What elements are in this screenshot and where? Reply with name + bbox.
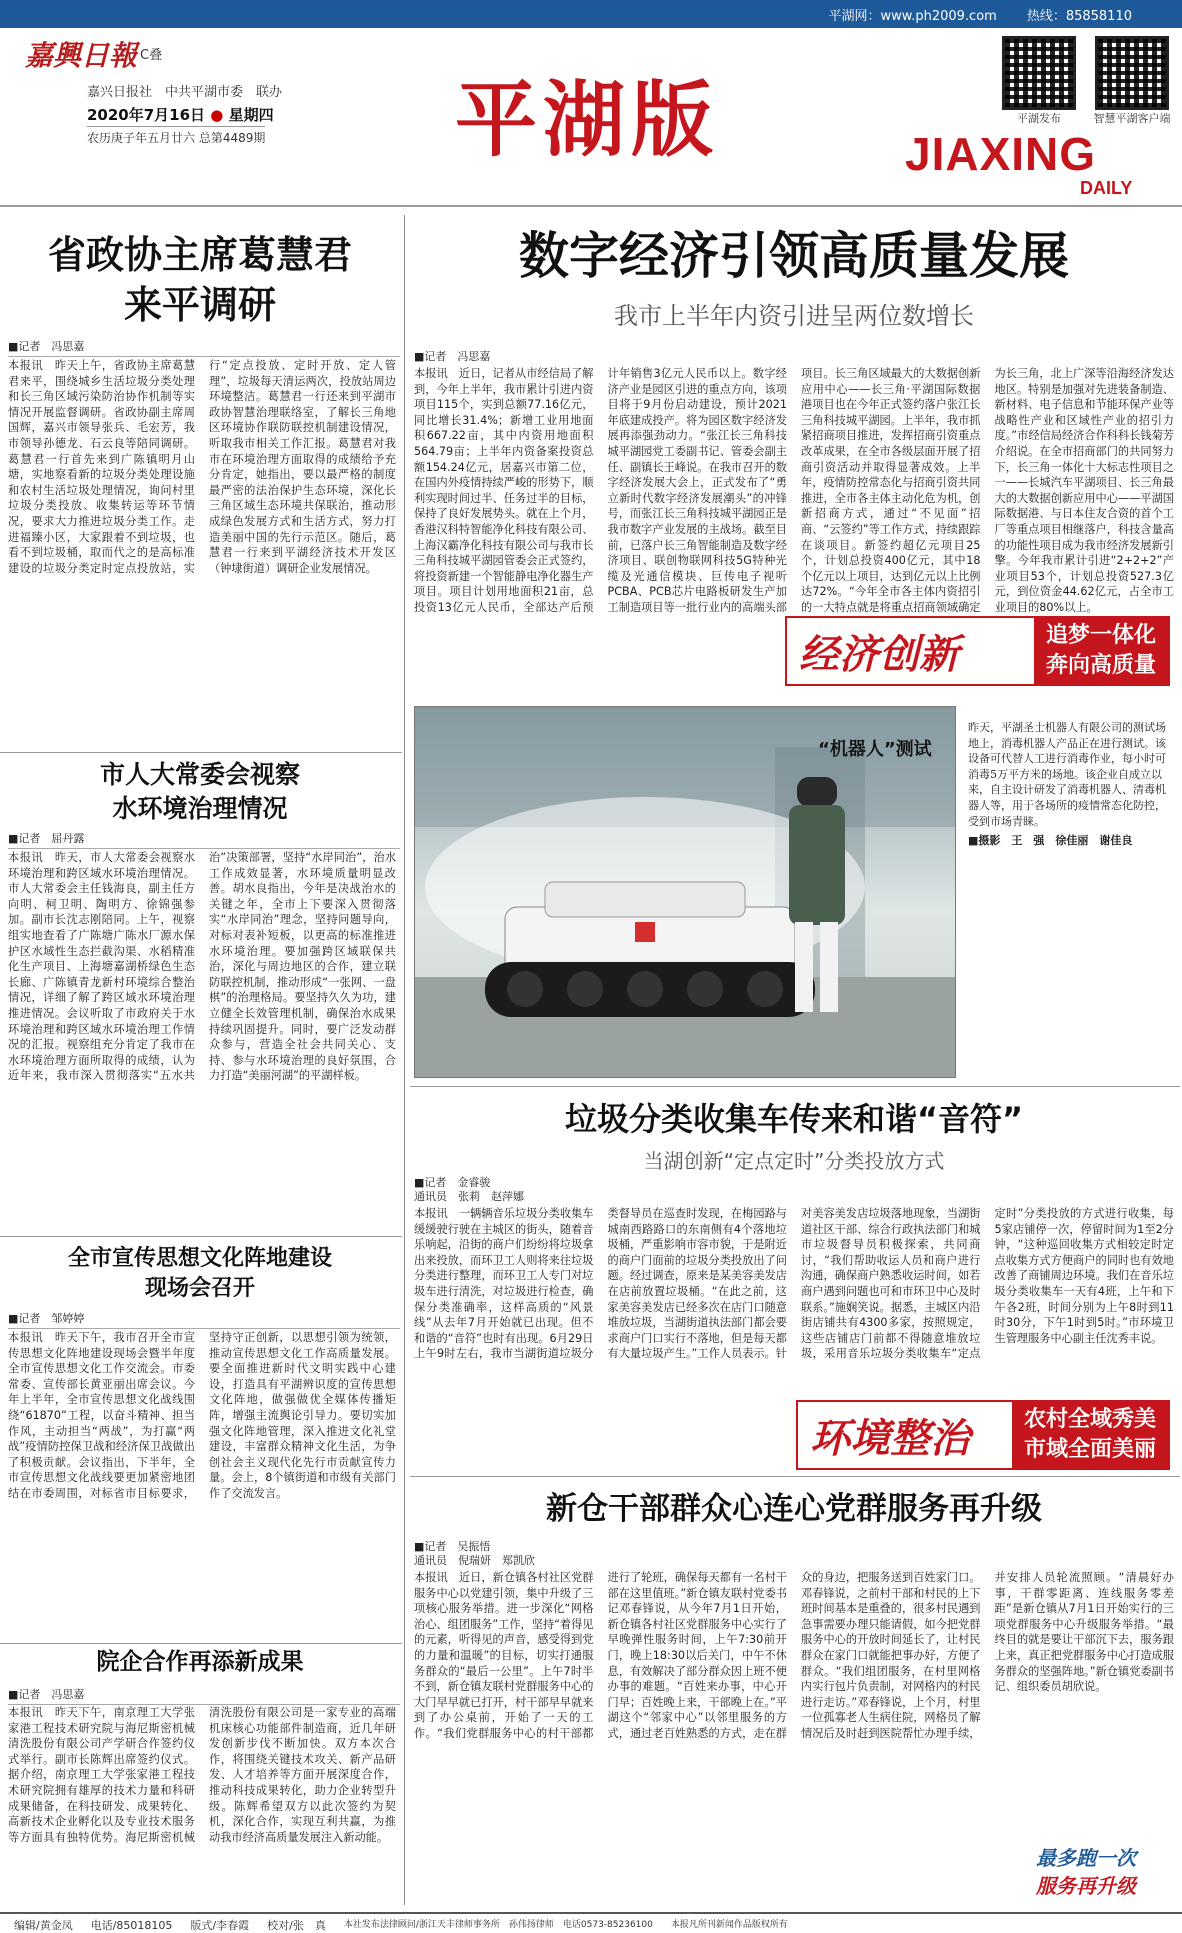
issue-date <box>87 104 274 125</box>
a4-byline: ■记者 邹婷婷 <box>8 1310 400 1329</box>
qr2-caption: 智慧平湖客户端 <box>1093 112 1171 125</box>
footer-layout: 版式/李春霞 <box>190 1919 250 1932</box>
a6-body: 本报讯 一辆辆音乐垃圾分类收集车缓缓驶行驶在主城区的街头，随着音乐响起，沿街的商户们纷纷将垃圾拿出来投放，而环卫工人则将来往垃圾分类进行整理，而环卫工人专门对垃圾车进行清洗，对垃圾进行检查，确保分类准确率，这样高质的“风景线”从去年7月开始就已出现。但不和谐的“音符”也时有出现。6月29日上午9时左右，我市当湖街道垃圾分类督导员在巡查时发现，在梅园路与城南西路路口的东南侧有4个落地垃圾桶，严重影响市容市貌，于是附近的商户门面前的垃圾分类投放出了问题。经过调查，原来是某美容美发店在店前放置垃圾桶。“在此之前，这家美容美发店已经多次在店门口随意堆放垃圾，当湖街道执法部门都会要求商户门口实行不落地，但是每天都有大量垃圾产生。”工作人员表示。针对美容美发店垃圾落地现象，当湖街道社区干部、综合行政执法部门和城市垃圾督导员积极探索，共同商讨，“我们帮助收运人员和商户进行沟通，确保商户熟悉收运时间，如若商户遇到问题也可和市环卫中心及时联系。”施娴笑说。据悉，主城区内沿街店铺共有4300多家，按照规定，这些店铺店门前都不得随意堆放垃圾，采用音乐垃圾分类收集车“定点定时”分类投放的方式进行收集，每5家店铺停一次，停留时间为1至2分钟，“这种巡回收集方式相较定时定点收集方式方便商户的同时也有效地改善了商铺周边环境。我们在音乐垃圾分类收集车一天有4班，上午和下午各2班，时间分别为上午8时到11时30分，下午1时到5时。”市环境卫生管理服务中心副主任沈秀丰说。 <box>414 1207 1174 1361</box>
section-rule <box>410 1476 1180 1477</box>
a6-headline: 垃圾分类收集车传来和谐“音符” <box>564 1100 1024 1138</box>
banner3-line1: 最多跑一次 <box>1036 1846 1136 1870</box>
footer-copyright: 本报凡所刊新闻作品版权所有 <box>670 1920 788 1930</box>
a4-title-line1: 全市宣传思想文化阵地建设 <box>67 1246 332 1271</box>
a2-byline: ■记者 冯思嘉 <box>414 350 491 363</box>
banner2-line2: 市域全面美丽 <box>1023 1437 1156 1462</box>
a7-body: 本报讯 近日，新仓镇各村社区党群服务中心以党建引领，集中升级了三项核心服务举措。进一步深化“网格治心、组团服务”工作，坚持“着得见的元素，听得见的声音，感受得到党的力量和温暖”的目标，切实打通服务群众的“最后一公里”。上午7时半不到，新仓镇友联村党群服务中心的大门早早就已打开，村干部早早就来到了办公桌前，开始了一天的工作。“我们党群服务中心的村干部都进行了轮班，确保每天都有一名村干部在这里值班。”新仓镇友联村党委书记邓春锋说，从今年7月1日开始，新仓镇各村社区党群服务中心实行了早晚弹性服务时间，上午7:30前开门，晚上18:30以后关门，中午不休息，有效解决了部分群众因上班不便办事的难题。“百姓来办事，中心开门早；百姓晚上来，干部晚上在。”平湖这个“邻家中心”以邻里服务的方式，通过老百姓熟悉的方式，走在群众的身边，把服务送到百姓家门口。邓春锋说，之前村干部和村民的上下班时间基本是重叠的，很多村民遇到急事需要办理只能请假，如今把党群服务中心的开放时间延长了，让村民群众在家门口就能把事办好，方便了群众。“我们组团服务，在村里网格内实行包片负责制，对网格内的村民进行走访。”邓春锋说，上个月，村里一位孤寡老人生病住院，网格员了解情况后及时赶到医院帮忙办理手续，并安排人员轮流照顾。“清晨好办事，干群零距离、连线服务零差距”是新仓镇从7月1日开始实行的三项党群服务中心升级服务举措。“最终目的就是要让干部沉下去，服务跟上来，真正把党群服务中心打造成服务群众的坚强阵地。”新仓镇党委副书记、组织委员胡欣说。 <box>414 1571 1174 1740</box>
footer-editor: 编辑/黄金凤 <box>14 1919 73 1932</box>
date-text: 2020年7月16日 <box>87 106 206 124</box>
banner-environment <box>796 1400 1170 1470</box>
robot-photo-illustration <box>415 707 956 1078</box>
weekday: 星期四 <box>228 106 274 124</box>
top-bar <box>0 0 1182 28</box>
a6-subtitle: 当湖创新“定点定时”分类投放方式 <box>643 1149 945 1173</box>
newspaper-logo: 嘉興日報 <box>25 39 138 72</box>
footer-proof: 校对/张 真 <box>267 1919 326 1932</box>
banner1-calligraphy: 经济创新 <box>799 630 959 678</box>
edition-title: 平湖版 <box>455 72 720 168</box>
qr1-caption: 平湖发布 <box>1017 112 1061 125</box>
banner2-line1: 农村全域秀美 <box>1023 1407 1156 1432</box>
banner1-line1: 追梦一体化 <box>1045 623 1156 648</box>
qr-pinghu-fabu[interactable] <box>1002 36 1084 126</box>
banner-economic-innovation <box>785 616 1170 686</box>
section-rule <box>0 1236 402 1237</box>
a3-title-line1: 市人大常委会视察 <box>99 760 300 789</box>
brand-jiaxing: JIAXING <box>905 128 1097 180</box>
photo-credit: ■摄影 王 强 徐佳丽 谢佳良 <box>968 834 1133 848</box>
robot-test-photo <box>414 706 956 1078</box>
qr-code-icon <box>1002 36 1076 110</box>
lunar-date: 农历庚子年五月廿六 总第4489期 <box>87 126 265 146</box>
a7-byline2: 通讯员 倪瑞妍 郑凯欣 <box>414 1554 535 1567</box>
a6-bylines <box>414 1176 544 1204</box>
a3-headline <box>0 758 400 826</box>
section-rule <box>410 1086 1180 1087</box>
photo-title: “机器人”测试 <box>818 739 932 760</box>
qr-code-icon <box>1095 36 1169 110</box>
banner1-slogan <box>1034 617 1168 685</box>
publishers: 嘉兴日报社 中共平湖市委 联办 <box>87 85 283 100</box>
a2-headline: 数字经济引领高质量发展 <box>519 227 1069 285</box>
banner-service-upgrade <box>1000 1844 1172 1906</box>
a3-body: 本报讯 昨天，市人大常委会视察水环境治理和跨区域水环境治理情况。市人大常委会主任钱海良，副主任方向明、柯卫明、陶明方、徐锦强参加。副市长沈志刚陪同。上午，视察组实地查看了广陈塘广陈水厂源水保护区水域性生态拦截沟渠、水稻精准化生产项目、上海塘嘉湖桥绿色生态长廊、广陈镇青龙新村环境综合整治情况，详细了解了跨区域水环境治理推进情况。会议听取了市政府关于水环境治理和跨区域水环境治理工作情况的汇报。视察组充分肯定了我市在水环境治理方面所取得的成绩，认为近年来，我市深入贯彻落实“五水共治”决策部署，坚持“水岸同治”，治水工作成效显著，水环境质量明显改善。胡水良指出，今年是决战治水的关键之年，全市上下要深入贯彻落实“水岸同治”理念，坚持问题导向，对标对表补短板，以更高的标准推进水环境治理。要加强跨区域联保共治，深化与周边地区的合作，建立联防联控机制，推动形成“一张网、一盘棋”的治理格局。要坚持久久为功，建立健全长效管理机制，确保治水成果持续巩固提升。同时，要广泛发动群众参与，营造全社会共同关心、支持、参与水环境治理的良好氛围，合力打造“美丽河湖”的平湖样板。 <box>8 851 396 1083</box>
a3-byline: ■记者 屈丹露 <box>8 830 400 849</box>
a7-headline: 新仓干部群众心连心党群服务再升级 <box>546 1491 1042 1527</box>
banner2-calligraphy: 环境整治 <box>810 1414 970 1462</box>
photo-caption-text: 昨天，平湖圣士机器人有限公司的测试场地上，消毒机器人产品正在进行测试。该设备可代替人工进行消毒作业，每小时可消毒5万平方米的场地。该企业自成立以来，自主设计研发了消毒机器人、清毒机器人等，用于各场所的疫情常态化防控，受到市场青睐。 <box>968 721 1166 828</box>
section-rule <box>0 1643 402 1644</box>
a7-bylines <box>414 1540 544 1568</box>
a1-headline <box>0 230 400 330</box>
edition-code: C叠 <box>140 48 163 63</box>
a6-byline1: ■记者 金睿骏 <box>414 1176 491 1189</box>
a1-title-line1: 省政协主席葛慧君 <box>47 233 352 277</box>
a1-body: 本报讯 昨天上午，省政协主席葛慧君来平，围绕城乡生活垃圾分类处理和长三角区域污染防治协作机制等实情况开展监督调研。省政协副主席周国辉，嘉兴市领导张兵、毛宏芳，我市领导孙德龙、石云良等陪同调研。葛慧君一行首先来到广陈镇明月山塘，实地察看新的垃圾分类处理设施和农村生活垃圾处理情况，询问村里垃圾分类投放、收集转运等环节情况，要求大力推进垃圾分类工作。走进福臻小区，大家跟着不到垃圾，也看不到垃圾桶，取而代之的是高标准建设的垃圾分类定时定点投放站，实行“定点投放、定时开放、定人管理”，垃圾每天清运两次，投放站周边环境整洁。葛慧君一行还来到平湖市政协智慧治理联络室，了解长三角地区环境协作联防联控机制建设情况，听取我市相关工作汇报。葛慧君对我市在环境治理方面取得的成绩给予充分肯定，她指出，要以最严格的制度最严密的法治保护生态环境，深化长三角区域生态环境共保联治，推动形成绿色发展方式和生活方式，努力打造美丽中国的先行示范区。随后，葛慧君一行来到平湖经济技术开发区（钟埭街道）调研企业发展情况。 <box>8 359 396 575</box>
a2-subtitle: 我市上半年内资引进呈两位数增长 <box>614 302 974 330</box>
a2-body: 本报讯 近日，记者从市经信局了解到，今年上半年，我市累计引进内资项目115个，实到总额77.16亿元，同比增长31.4%；新增工业用地面积667.22亩，其中内资用地面积564.79亩；上半年内资备案投资总额154.24亿元，居嘉兴市第二位，在国内外疫情持续严峻的形势下，顺利实现时间过半、任务过半的目标，保持了良好发展势头。就在上个月，香港汉科特智能净化科技有限公司、上海汉霸净化科技有限公司与我市长三角科技城平湖园管委会正式签约，将投资新建一个智能静电净化器生产项目。项目计划用地面积21亩，总投资13亿元人民币，全部达产后预计年销售3亿元人民币以上。数字经济产业是园区引进的重点方向，该项目将于9月份启动建设，预计2021年底建成投产。将为园区数字经济发展再添强劲动力。“张江长三角科技城平湖园党工委副书记、管委会副主任、副镇长王峰说。在我市召开的数字经济发展大会上，正式发布了“勇立新时代数字经济发展潮头”的冲锋号，而张江长三角科技城平湖园正是我市数字产业发展的主战场。截至目前，已落户长三角智能制造及数字经济项目、联创物联网科技5G特种光缆及光通信模块、巨传电子视听PCBA、PCB芯片电路板研发生产加工制造项目等一批行业内的高端头部项目。长三角区域最大的大数据创新应用中心——长三角·平湖国际数据港项目也在今年正式签约落户张江长三角科技城平湖园。上半年，我市抓紧招商项目推进，发挥招商引资重点改革成果，在全市各级层面开展了招商引资活动并取得显著成效。上半年，疫情防控常态化与招商引资共同推进，全市各主体主动化危为机，创新招商方式，通过“不见面”招商、“云签约”等工作方式，持续跟踪在谈项目。新签约超亿元项目25个，计划总投资400亿元，其中18个亿元以上项目，达到亿元以上比例达72%。“今年全市各主体内资招引的一大特点就是将重点招商领域确定为长三角，北上广深等沿海经济发达地区。特别是加强对先进装备制造、新材料、电子信息和节能环保产业等战略性产业和区域性产业的招引力度。”市经信局经济合作科科长钱菊芳介绍说。在全市招商部门的共同努力下，长三角一体化十大标志性项目之一——长城汽车平湖项目、长三角最大的大数据创新应用中心——平湖国际数据港、与日本住友合资的首个工厂等重点项目相继落户，科技含量高的功能性项目成为我市经济发展新引擎。今年我市累计引进“2+2+2”产业项目53个，计划总投资527.3亿元，到位资金44.62亿元，占全市工业项目的80%以上。 <box>414 367 1174 614</box>
banner1-line2: 奔向高质量 <box>1045 653 1156 678</box>
a1-byline: ■记者 冯思嘉 <box>8 338 400 357</box>
masthead-rule <box>0 205 1182 207</box>
banner2-slogan <box>1012 1401 1168 1469</box>
a1-title-line2: 来平调研 <box>123 283 276 327</box>
hotline: 热线：85858110 <box>1026 8 1132 24</box>
photo-caption <box>968 720 1174 1050</box>
a5-body: 本报讯 昨天下午，南京理工大学张家港工程技术研究院与海尼斯密机械清洗股份有限公司产学研合作签约仪式举行。副市长陈辉出席签约仪式。据介绍，南京理工大学张家港工程技术研究院拥有雄厚的技术力量和科研成果储备，在科技研发、成果转化、高新技术企业孵化以及专业技术服务等方面具有独特优势。海尼斯密机械清洗股份有限公司是一家专业的高端机床核心功能部件制造商，近几年研发创新步伐不断加快。双方本次合作，将围绕关键技术攻关、新产品研发、人才培养等方面开展深度合作，推动科技成果转化，助力企业转型升级。陈辉希望双方以此次签约为契机，深化合作，实现互利共赢，为推动我市经济高质量发展注入新动能。 <box>8 1706 396 1844</box>
a4-title-line2: 现场会召开 <box>144 1276 255 1301</box>
footer-legal-note: 本社发布法律顾问/浙江天丰律师事务所 孙伟扬律师 电话0573-85236100 <box>343 1920 653 1930</box>
banner3-line2: 服务再升级 <box>1036 1874 1136 1898</box>
section-rule <box>0 752 402 753</box>
a4-headline <box>0 1244 400 1304</box>
brand-daily: DAILY <box>1080 178 1133 198</box>
column-divider <box>404 215 405 1905</box>
a5-byline: ■记者 冯思嘉 <box>8 1686 400 1705</box>
a7-byline1: ■记者 吴振悟 <box>414 1540 491 1553</box>
a5-headline: 院企合作再添新成果 <box>96 1649 304 1675</box>
date-dot: ● <box>210 106 224 124</box>
footer-phone: 电话/85018105 <box>90 1919 173 1932</box>
qr-smart-pinghu[interactable] <box>1095 36 1177 126</box>
page-footer <box>0 1912 1182 1933</box>
a3-title-line2: 水环境治理情况 <box>112 794 288 823</box>
a4-body: 本报讯 昨天下午，我市召开全市宣传思想文化阵地建设现场会暨半年度全市宣传思想文化工作交流会。市委常委、宣传部长黄亚丽出席会议。今年上半年，全市宣传思想文化战线围绕“61870”工程，以奋斗精神、担当作风，主动担当“两战”，为打赢“两战”疫情防控保卫战和经济保卫战做出了积极贡献。会议指出，下半年，全市宣传思想文化战线要更加紧密地团结在市委周围，对标省市目标要求，坚持守正创新，以思想引领为统领，推动宣传思想文化工作高质量发展。要全面推进新时代文明实践中心建设，打造具有平湖辨识度的宣传思想文化阵地，做强做优全媒体传播矩阵，增强主流舆论引导力。要切实加强文化阵地管理，深入推进文化礼堂建设，丰富群众精神文化生活，为争创社会主义现代化先行市贡献宣传力量。会上，8个镇街道和市级有关部门作了交流发言。 <box>8 1331 396 1500</box>
a6-byline2: 通讯员 张莉 赵萍娜 <box>414 1190 524 1203</box>
site-url[interactable]: 平湖网：www.ph2009.com <box>828 8 997 24</box>
